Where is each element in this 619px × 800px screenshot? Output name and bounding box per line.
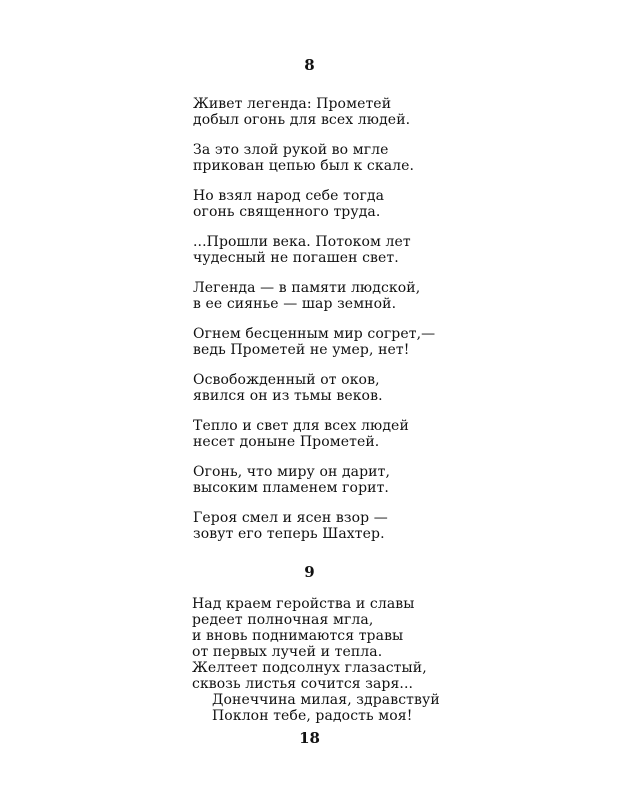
verse-line-indented: Поклон тебе, радость моя! xyxy=(212,708,413,724)
poem-8 xyxy=(193,96,593,542)
verse-line: За это злой рукой во мгле xyxy=(193,142,389,158)
verse-line: и вновь поднимаются травы xyxy=(192,628,404,644)
verse-line: огонь священного труда. xyxy=(193,204,381,220)
verse-line: Огонь, что миру он дарит, xyxy=(193,464,391,480)
stanza xyxy=(193,372,593,404)
verse-line: Но взял народ себе тогда xyxy=(193,188,385,204)
verse-line: явился он из тьмы веков. xyxy=(193,388,383,404)
stanza xyxy=(193,510,593,542)
stanza xyxy=(193,280,593,312)
verse-line: Живет легенда: Прометей xyxy=(193,96,392,112)
verse-line: чудесный не погашен свет. xyxy=(193,250,399,266)
verse-line: Над краем геройства и славы xyxy=(192,596,415,612)
verse-line: Огнем бесценным мир согрет,— xyxy=(193,326,436,342)
stanza xyxy=(192,596,592,724)
stanza xyxy=(193,464,593,496)
verse-line: Освобожденный от оков, xyxy=(193,372,380,388)
verse-line: в ее сиянье — шар земной. xyxy=(193,296,397,312)
section-number-9: 9 xyxy=(304,563,315,581)
stanza xyxy=(193,418,593,450)
verse-line: зовут его теперь Шахтер. xyxy=(193,526,385,542)
verse-line: Героя смел и ясен взор — xyxy=(193,510,388,526)
verse-line: редеет полночная мгла, xyxy=(192,612,374,628)
verse-line-indented: Донеччина милая, здравствуй xyxy=(212,692,440,708)
verse-line: ведь Прометей не умер, нет! xyxy=(193,342,410,358)
stanza xyxy=(193,142,593,174)
stanza xyxy=(193,188,593,220)
stanza xyxy=(193,96,593,128)
section-number-8: 8 xyxy=(304,56,315,74)
verse-line: Тепло и свет для всех людей xyxy=(193,418,409,434)
page-number: 18 xyxy=(299,729,320,747)
verse-line: сквозь листья сочится заря... xyxy=(192,676,414,692)
verse-line: Легенда — в памяти людской, xyxy=(193,280,421,296)
verse-line: высоким пламенем горит. xyxy=(193,480,389,496)
verse-line: Желтеет подсолнух глазастый, xyxy=(192,660,427,676)
poem-9 xyxy=(192,596,592,724)
verse-line: от первых лучей и тепла. xyxy=(192,644,383,660)
verse-line: несет доныне Прометей. xyxy=(193,434,380,450)
stanza xyxy=(193,234,593,266)
verse-line: добыл огонь для всех людей. xyxy=(193,112,411,128)
verse-line: ...Прошли века. Потоком лет xyxy=(193,234,411,250)
verse-line: прикован цепью был к скале. xyxy=(193,158,415,174)
stanza xyxy=(193,326,593,358)
